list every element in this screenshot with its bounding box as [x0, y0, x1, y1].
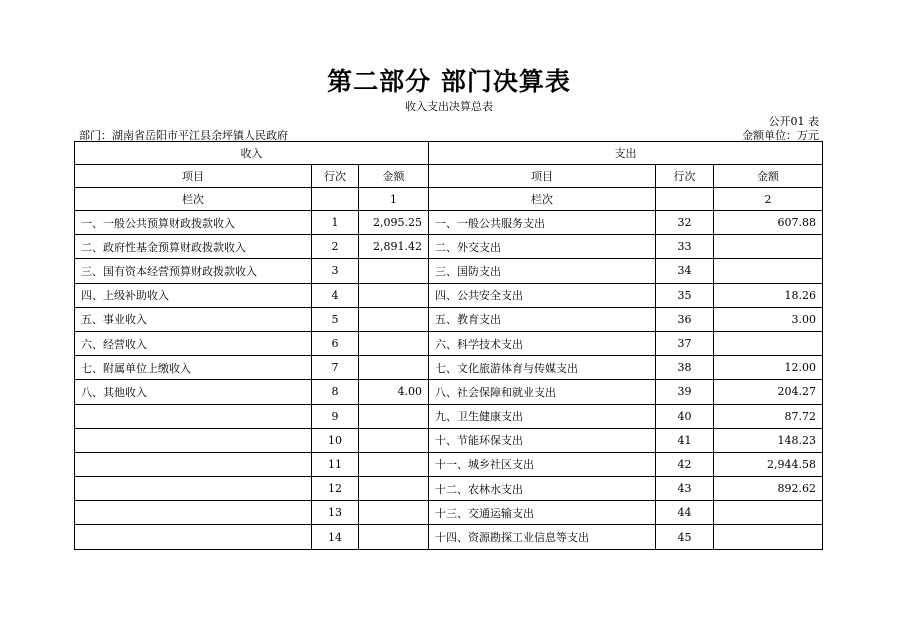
income-row-no-cell: 1	[312, 211, 359, 235]
expense-amount-cell	[714, 235, 823, 259]
table-row	[75, 428, 823, 452]
income-item-cell: 八、其他收入	[75, 380, 312, 404]
expense-section-header: 支出	[429, 142, 823, 165]
expense-row-no-cell: 35	[656, 283, 714, 307]
table-row	[75, 211, 823, 235]
expense-row-no-cell: 43	[656, 477, 714, 501]
income-amount-cell	[359, 525, 429, 549]
income-row-no-cell: 10	[312, 428, 359, 452]
expense-item-cell: 十二、农林水支出	[429, 477, 656, 501]
table-row	[75, 452, 823, 476]
income-item-cell	[75, 452, 312, 476]
income-column-index-label: 栏次	[75, 188, 312, 211]
expense-row-no-header: 行次	[656, 165, 714, 188]
income-amount-cell	[359, 404, 429, 428]
expense-amount-cell	[714, 525, 823, 549]
expense-amount-cell: 2,944.58	[714, 452, 823, 476]
income-amount-cell	[359, 477, 429, 501]
income-amount-cell	[359, 428, 429, 452]
income-item-header: 项目	[75, 165, 312, 188]
expense-row-no-cell: 40	[656, 404, 714, 428]
table-row	[75, 331, 823, 355]
expense-column-index-label: 栏次	[429, 188, 656, 211]
income-amount-cell	[359, 501, 429, 525]
expense-row-no-cell: 42	[656, 452, 714, 476]
income-amount-header: 金额	[359, 165, 429, 188]
department-label: 部门：湖南省岳阳市平江县余坪镇人民政府	[79, 129, 288, 142]
expense-item-cell: 十一、城乡社区支出	[429, 452, 656, 476]
expense-item-cell: 八、社会保障和就业支出	[429, 380, 656, 404]
expense-item-cell: 一、一般公共服务支出	[429, 211, 656, 235]
expense-row-no-cell: 44	[656, 501, 714, 525]
income-item-cell: 四、上级补助收入	[75, 283, 312, 307]
expense-item-cell: 十、节能环保支出	[429, 428, 656, 452]
income-row-no-cell: 11	[312, 452, 359, 476]
expense-amount-cell: 204.27	[714, 380, 823, 404]
income-amount-cell	[359, 259, 429, 283]
expense-amount-cell: 148.23	[714, 428, 823, 452]
expense-item-cell: 六、科学技术支出	[429, 331, 656, 355]
income-item-cell	[75, 501, 312, 525]
expense-amount-cell: 607.88	[714, 211, 823, 235]
column-header-row	[75, 165, 823, 188]
income-amount-cell	[359, 331, 429, 355]
income-column-index-empty	[312, 188, 359, 211]
expense-column-index-value: 2	[714, 188, 823, 211]
income-row-no-cell: 7	[312, 356, 359, 380]
table-row	[75, 259, 823, 283]
expense-row-no-cell: 34	[656, 259, 714, 283]
table-row	[75, 283, 823, 307]
expense-amount-cell	[714, 331, 823, 355]
expense-row-no-cell: 36	[656, 307, 714, 331]
income-row-no-cell: 13	[312, 501, 359, 525]
income-item-cell: 六、经营收入	[75, 331, 312, 355]
income-row-no-cell: 6	[312, 331, 359, 355]
expense-item-cell: 二、外交支出	[429, 235, 656, 259]
expense-item-cell: 七、文化旅游体育与传媒支出	[429, 356, 656, 380]
expense-row-no-cell: 41	[656, 428, 714, 452]
income-item-cell: 五、事业收入	[75, 307, 312, 331]
income-row-no-cell: 2	[312, 235, 359, 259]
table-row	[75, 356, 823, 380]
income-amount-cell: 2,095.25	[359, 211, 429, 235]
table-row	[75, 525, 823, 549]
income-amount-cell	[359, 283, 429, 307]
expense-item-cell: 五、教育支出	[429, 307, 656, 331]
income-item-cell: 七、附属单位上缴收入	[75, 356, 312, 380]
income-column-index-value: 1	[359, 188, 429, 211]
income-section-header: 收入	[75, 142, 429, 165]
income-item-cell	[75, 404, 312, 428]
page-title: 第二部分 部门决算表	[327, 67, 571, 96]
income-row-no-cell: 8	[312, 380, 359, 404]
income-row-no-cell: 12	[312, 477, 359, 501]
expense-amount-cell: 12.00	[714, 356, 823, 380]
expense-item-cell: 九、卫生健康支出	[429, 404, 656, 428]
income-row-no-cell: 9	[312, 404, 359, 428]
income-row-no-header: 行次	[312, 165, 359, 188]
expense-row-no-cell: 32	[656, 211, 714, 235]
income-row-no-cell: 14	[312, 525, 359, 549]
expense-item-cell: 十三、交通运输支出	[429, 501, 656, 525]
expense-row-no-cell: 45	[656, 525, 714, 549]
table-row	[75, 404, 823, 428]
expense-amount-cell	[714, 501, 823, 525]
expense-amount-cell	[714, 259, 823, 283]
income-amount-cell	[359, 452, 429, 476]
income-row-no-cell: 5	[312, 307, 359, 331]
page-subtitle: 收入支出决算总表	[405, 100, 493, 113]
income-amount-cell: 4.00	[359, 380, 429, 404]
expense-amount-cell: 18.26	[714, 283, 823, 307]
table-row	[75, 307, 823, 331]
income-row-no-cell: 3	[312, 259, 359, 283]
expense-amount-cell: 892.62	[714, 477, 823, 501]
income-expense-table	[74, 141, 823, 550]
expense-item-header: 项目	[429, 165, 656, 188]
table-row	[75, 477, 823, 501]
income-row-no-cell: 4	[312, 283, 359, 307]
expense-amount-header: 金额	[714, 165, 823, 188]
expense-row-no-cell: 37	[656, 331, 714, 355]
expense-item-cell: 四、公共安全支出	[429, 283, 656, 307]
expense-amount-cell: 87.72	[714, 404, 823, 428]
expense-row-no-cell: 33	[656, 235, 714, 259]
expense-row-no-cell: 38	[656, 356, 714, 380]
income-amount-cell	[359, 307, 429, 331]
table-row	[75, 235, 823, 259]
expense-item-cell: 十四、资源勘探工业信息等支出	[429, 525, 656, 549]
table-code: 公开01 表	[768, 115, 819, 128]
income-item-cell	[75, 477, 312, 501]
income-item-cell	[75, 428, 312, 452]
income-item-cell: 三、国有资本经营预算财政拨款收入	[75, 259, 312, 283]
income-amount-cell	[359, 356, 429, 380]
income-item-cell: 一、一般公共预算财政拨款收入	[75, 211, 312, 235]
income-item-cell: 二、政府性基金预算财政拨款收入	[75, 235, 312, 259]
column-index-row	[75, 188, 823, 211]
table-row	[75, 501, 823, 525]
expense-item-cell: 三、国防支出	[429, 259, 656, 283]
expense-column-index-empty	[656, 188, 714, 211]
income-amount-cell: 2,891.42	[359, 235, 429, 259]
expense-amount-cell: 3.00	[714, 307, 823, 331]
amount-unit-label: 金额单位：万元	[742, 129, 819, 142]
income-item-cell	[75, 525, 312, 549]
expense-row-no-cell: 39	[656, 380, 714, 404]
section-header-row	[75, 142, 823, 165]
table-row	[75, 380, 823, 404]
